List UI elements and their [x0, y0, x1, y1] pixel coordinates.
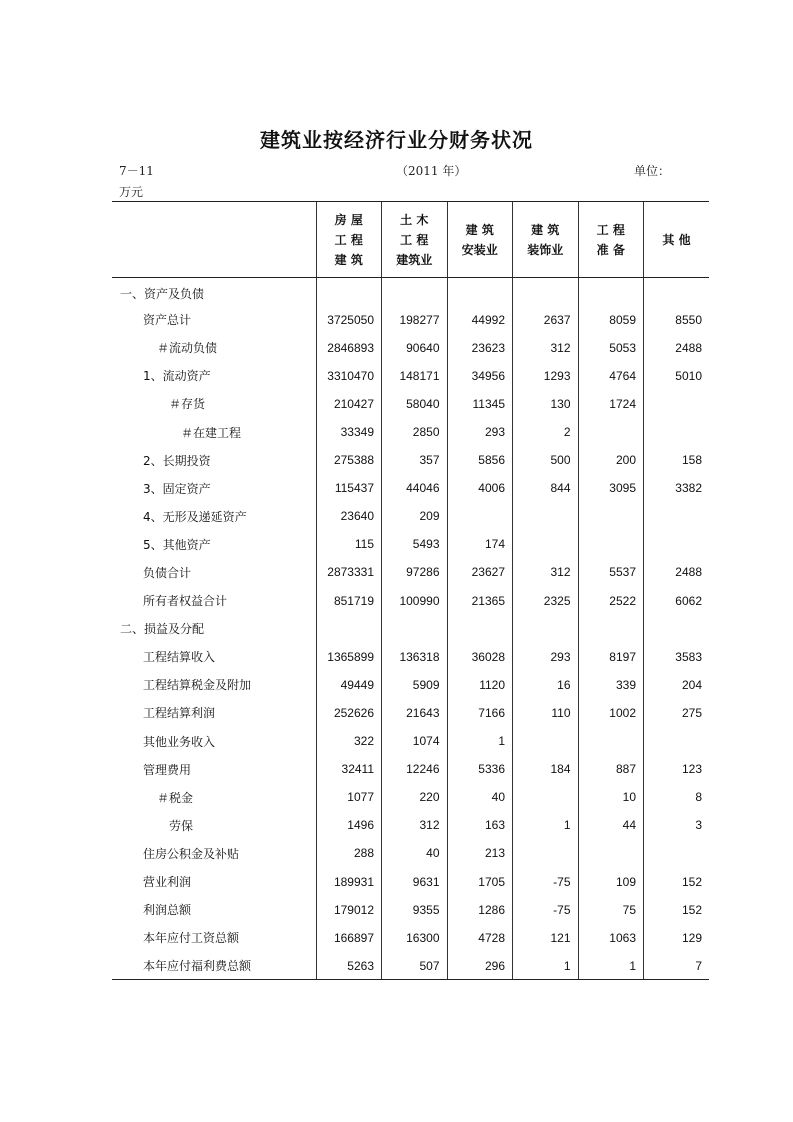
table-row	[112, 671, 709, 699]
value-cell: 198277	[382, 306, 448, 334]
value-cell: 152	[644, 867, 710, 895]
value-cell: 179012	[316, 896, 382, 924]
value-cell: 1002	[578, 699, 644, 727]
value-cell	[644, 615, 710, 643]
row-label: 工程结算收入	[143, 650, 216, 665]
value-cell: 184	[513, 755, 579, 783]
value-cell	[644, 390, 710, 418]
value-cell: 6062	[644, 587, 710, 615]
column-header	[382, 202, 448, 278]
value-cell: 32411	[316, 755, 382, 783]
column-header-line: 建筑业	[396, 252, 433, 267]
row-label: 营业利润	[143, 875, 192, 890]
value-cell	[447, 615, 513, 643]
value-cell	[578, 530, 644, 558]
value-cell: 3382	[644, 474, 710, 502]
financial-table	[112, 201, 709, 980]
value-cell: 1496	[316, 811, 382, 839]
value-cell: 49449	[316, 671, 382, 699]
value-cell	[644, 278, 710, 306]
value-cell: 1293	[513, 362, 579, 390]
value-cell	[644, 727, 710, 755]
value-cell: 3583	[644, 643, 710, 671]
value-cell: 123	[644, 755, 710, 783]
value-cell	[578, 727, 644, 755]
value-cell	[513, 839, 579, 867]
row-label: ＃税金	[157, 790, 194, 805]
value-cell	[382, 278, 448, 306]
unit-value: 万元	[119, 185, 144, 199]
table-row	[112, 530, 709, 558]
value-cell: 2873331	[316, 558, 382, 586]
row-label: 管理费用	[143, 762, 192, 777]
value-cell: 1077	[316, 783, 382, 811]
value-cell: 100990	[382, 587, 448, 615]
value-cell: 8059	[578, 306, 644, 334]
value-cell: 174	[447, 530, 513, 558]
value-cell: 44046	[382, 474, 448, 502]
value-cell: 58040	[382, 390, 448, 418]
value-cell: 36028	[447, 643, 513, 671]
value-cell: 3310470	[316, 362, 382, 390]
value-cell	[316, 615, 382, 643]
column-header-line: 安装业	[461, 242, 498, 257]
value-cell	[513, 278, 579, 306]
value-cell: 4006	[447, 474, 513, 502]
value-cell: 209	[382, 502, 448, 530]
value-cell: 115437	[316, 474, 382, 502]
value-cell: -75	[513, 867, 579, 895]
table-row	[112, 418, 709, 446]
value-cell	[316, 278, 382, 306]
value-cell: 130	[513, 390, 579, 418]
value-cell: 2522	[578, 587, 644, 615]
value-cell: 163	[447, 811, 513, 839]
value-cell: 1063	[578, 924, 644, 952]
value-cell: 1	[513, 811, 579, 839]
value-cell: 8550	[644, 306, 710, 334]
value-cell: 4764	[578, 362, 644, 390]
value-cell: 2637	[513, 306, 579, 334]
value-cell: 16	[513, 671, 579, 699]
column-header-line: 工 程	[334, 232, 363, 247]
value-cell: 33349	[316, 418, 382, 446]
value-cell	[513, 530, 579, 558]
value-cell: 5909	[382, 671, 448, 699]
value-cell: 21365	[447, 587, 513, 615]
table-row	[112, 755, 709, 783]
value-cell: 23623	[447, 334, 513, 362]
value-cell: 293	[447, 418, 513, 446]
value-cell: 8	[644, 783, 710, 811]
value-cell: 2846893	[316, 334, 382, 362]
value-cell	[513, 615, 579, 643]
column-header	[316, 202, 382, 278]
column-header-line: 房 屋	[334, 212, 363, 227]
column-header-line: 装饰业	[527, 242, 564, 257]
table-row	[112, 699, 709, 727]
row-label: 资产总计	[143, 313, 192, 328]
value-cell: 3725050	[316, 306, 382, 334]
value-cell	[578, 418, 644, 446]
table-row	[112, 839, 709, 867]
table-row	[112, 502, 709, 530]
row-label: 本年应付福利费总额	[112, 952, 316, 980]
value-cell	[513, 783, 579, 811]
value-cell: 322	[316, 727, 382, 755]
value-cell: 1365899	[316, 643, 382, 671]
unit-label: 单位：	[634, 164, 671, 178]
column-header-line: 土 木	[400, 212, 429, 227]
value-cell: 3095	[578, 474, 644, 502]
value-cell	[578, 839, 644, 867]
value-cell	[644, 502, 710, 530]
value-cell: 339	[578, 671, 644, 699]
value-cell: 507	[382, 952, 448, 980]
column-header-line: 工 程	[596, 222, 625, 237]
table-row	[112, 643, 709, 671]
value-cell: 220	[382, 783, 448, 811]
row-label: 劳保	[169, 818, 194, 833]
column-header-line: 工 程	[400, 232, 429, 247]
table-row	[112, 587, 709, 615]
table-row	[112, 362, 709, 390]
value-cell: 23627	[447, 558, 513, 586]
value-cell: 40	[447, 783, 513, 811]
value-cell: 7166	[447, 699, 513, 727]
table-row	[112, 615, 709, 643]
value-cell: 204	[644, 671, 710, 699]
row-label: 住房公积金及补贴	[143, 846, 240, 861]
column-header-line: 准 备	[596, 242, 625, 257]
value-cell: 213	[447, 839, 513, 867]
row-label: 利润总额	[143, 903, 192, 918]
row-label: 2、长期投资	[143, 453, 211, 468]
column-header	[513, 202, 579, 278]
value-cell: 210427	[316, 390, 382, 418]
value-cell: 40	[382, 839, 448, 867]
row-label: 二、损益及分配	[120, 622, 205, 637]
value-cell: 166897	[316, 924, 382, 952]
value-cell: 312	[513, 558, 579, 586]
column-header-line: 建 筑	[531, 222, 560, 237]
value-cell: 252626	[316, 699, 382, 727]
value-cell: 5336	[447, 755, 513, 783]
value-cell	[447, 502, 513, 530]
value-cell: 16300	[382, 924, 448, 952]
row-label: 3、固定资产	[143, 481, 211, 496]
value-cell: 110	[513, 699, 579, 727]
value-cell: 44992	[447, 306, 513, 334]
column-header-line: 建 筑	[465, 222, 494, 237]
header-row	[112, 202, 709, 278]
value-cell: 97286	[382, 558, 448, 586]
value-cell: 129	[644, 924, 710, 952]
column-header	[644, 202, 710, 278]
column-header	[447, 202, 513, 278]
value-cell: 11345	[447, 390, 513, 418]
value-cell: 1074	[382, 727, 448, 755]
row-label: 4、无形及递延资产	[143, 509, 247, 524]
value-cell: 189931	[316, 867, 382, 895]
value-cell: 887	[578, 755, 644, 783]
value-cell: 2	[513, 418, 579, 446]
row-label: 本年应付工资总额	[143, 931, 240, 946]
row-label: 一、资产及负债	[120, 287, 205, 302]
value-cell	[382, 615, 448, 643]
value-cell: 296	[447, 952, 513, 980]
table-body	[112, 278, 709, 980]
value-cell: 312	[513, 334, 579, 362]
row-label: 工程结算税金及附加	[143, 678, 252, 693]
value-cell: 7	[644, 952, 710, 980]
row-label: 其他业务收入	[143, 734, 216, 749]
column-header-line: 其 他	[662, 232, 691, 247]
value-cell: 312	[382, 811, 448, 839]
value-cell: 109	[578, 867, 644, 895]
value-cell	[644, 530, 710, 558]
page-title: 建筑业按经济行业分财务状况	[260, 128, 533, 152]
value-cell: 44	[578, 811, 644, 839]
table-row	[112, 783, 709, 811]
value-cell: 90640	[382, 334, 448, 362]
value-cell: 2850	[382, 418, 448, 446]
table-row	[112, 727, 709, 755]
value-cell	[644, 839, 710, 867]
table-row	[112, 558, 709, 586]
table-header	[112, 202, 709, 278]
value-cell	[513, 727, 579, 755]
value-cell: 5010	[644, 362, 710, 390]
table-row	[112, 278, 709, 306]
value-cell: 5537	[578, 558, 644, 586]
table-row	[112, 446, 709, 474]
value-cell: 275	[644, 699, 710, 727]
table-year: （2011 年）	[396, 164, 467, 178]
value-cell: 2488	[644, 558, 710, 586]
row-label: 工程结算利润	[143, 706, 216, 721]
value-cell: 2488	[644, 334, 710, 362]
value-cell: 1	[447, 727, 513, 755]
column-header	[578, 202, 644, 278]
value-cell: 152	[644, 896, 710, 924]
value-cell: 1	[578, 952, 644, 980]
table-row	[112, 811, 709, 839]
table-row	[112, 474, 709, 502]
value-cell: 500	[513, 446, 579, 474]
value-cell: 2325	[513, 587, 579, 615]
value-cell	[644, 418, 710, 446]
value-cell: 23640	[316, 502, 382, 530]
column-header-line: 建 筑	[334, 252, 363, 267]
value-cell: 136318	[382, 643, 448, 671]
value-cell: 851719	[316, 587, 382, 615]
value-cell: 121	[513, 924, 579, 952]
table-row	[112, 334, 709, 362]
value-cell: 357	[382, 446, 448, 474]
table-row	[112, 306, 709, 334]
value-cell	[578, 278, 644, 306]
value-cell: 1724	[578, 390, 644, 418]
value-cell	[578, 502, 644, 530]
value-cell: 115	[316, 530, 382, 558]
table-code: 7－11	[119, 164, 154, 178]
value-cell: 12246	[382, 755, 448, 783]
table-row	[112, 896, 709, 924]
value-cell: 1	[513, 952, 579, 980]
row-label: ＃存货	[169, 397, 206, 412]
value-cell: 293	[513, 643, 579, 671]
value-cell: 75	[578, 896, 644, 924]
value-cell: 9631	[382, 867, 448, 895]
value-cell	[578, 615, 644, 643]
header-label-cell	[112, 202, 316, 278]
value-cell: 158	[644, 446, 710, 474]
value-cell	[513, 502, 579, 530]
row-label: ＃流动负债	[157, 341, 218, 356]
value-cell: 148171	[382, 362, 448, 390]
value-cell: 4728	[447, 924, 513, 952]
row-label: ＃在建工程	[181, 425, 242, 440]
value-cell: 1705	[447, 867, 513, 895]
value-cell: 200	[578, 446, 644, 474]
row-label: 负债合计	[143, 565, 192, 580]
value-cell: 1120	[447, 671, 513, 699]
value-cell: 5493	[382, 530, 448, 558]
value-cell: 1286	[447, 896, 513, 924]
row-label: 5、其他资产	[143, 537, 211, 552]
value-cell: 275388	[316, 446, 382, 474]
value-cell: 5053	[578, 334, 644, 362]
table-row	[112, 924, 709, 952]
value-cell: 5856	[447, 446, 513, 474]
row-label: 所有者权益合计	[143, 594, 228, 609]
value-cell: -75	[513, 896, 579, 924]
table-row	[112, 867, 709, 895]
value-cell: 288	[316, 839, 382, 867]
value-cell: 844	[513, 474, 579, 502]
value-cell: 21643	[382, 699, 448, 727]
value-cell: 34956	[447, 362, 513, 390]
value-cell: 10	[578, 783, 644, 811]
value-cell: 9355	[382, 896, 448, 924]
value-cell: 8197	[578, 643, 644, 671]
table-row	[112, 390, 709, 418]
value-cell	[447, 278, 513, 306]
value-cell: 5263	[316, 952, 382, 980]
row-label: 1、流动资产	[143, 369, 211, 384]
value-cell: 3	[644, 811, 710, 839]
table-row	[112, 952, 709, 980]
